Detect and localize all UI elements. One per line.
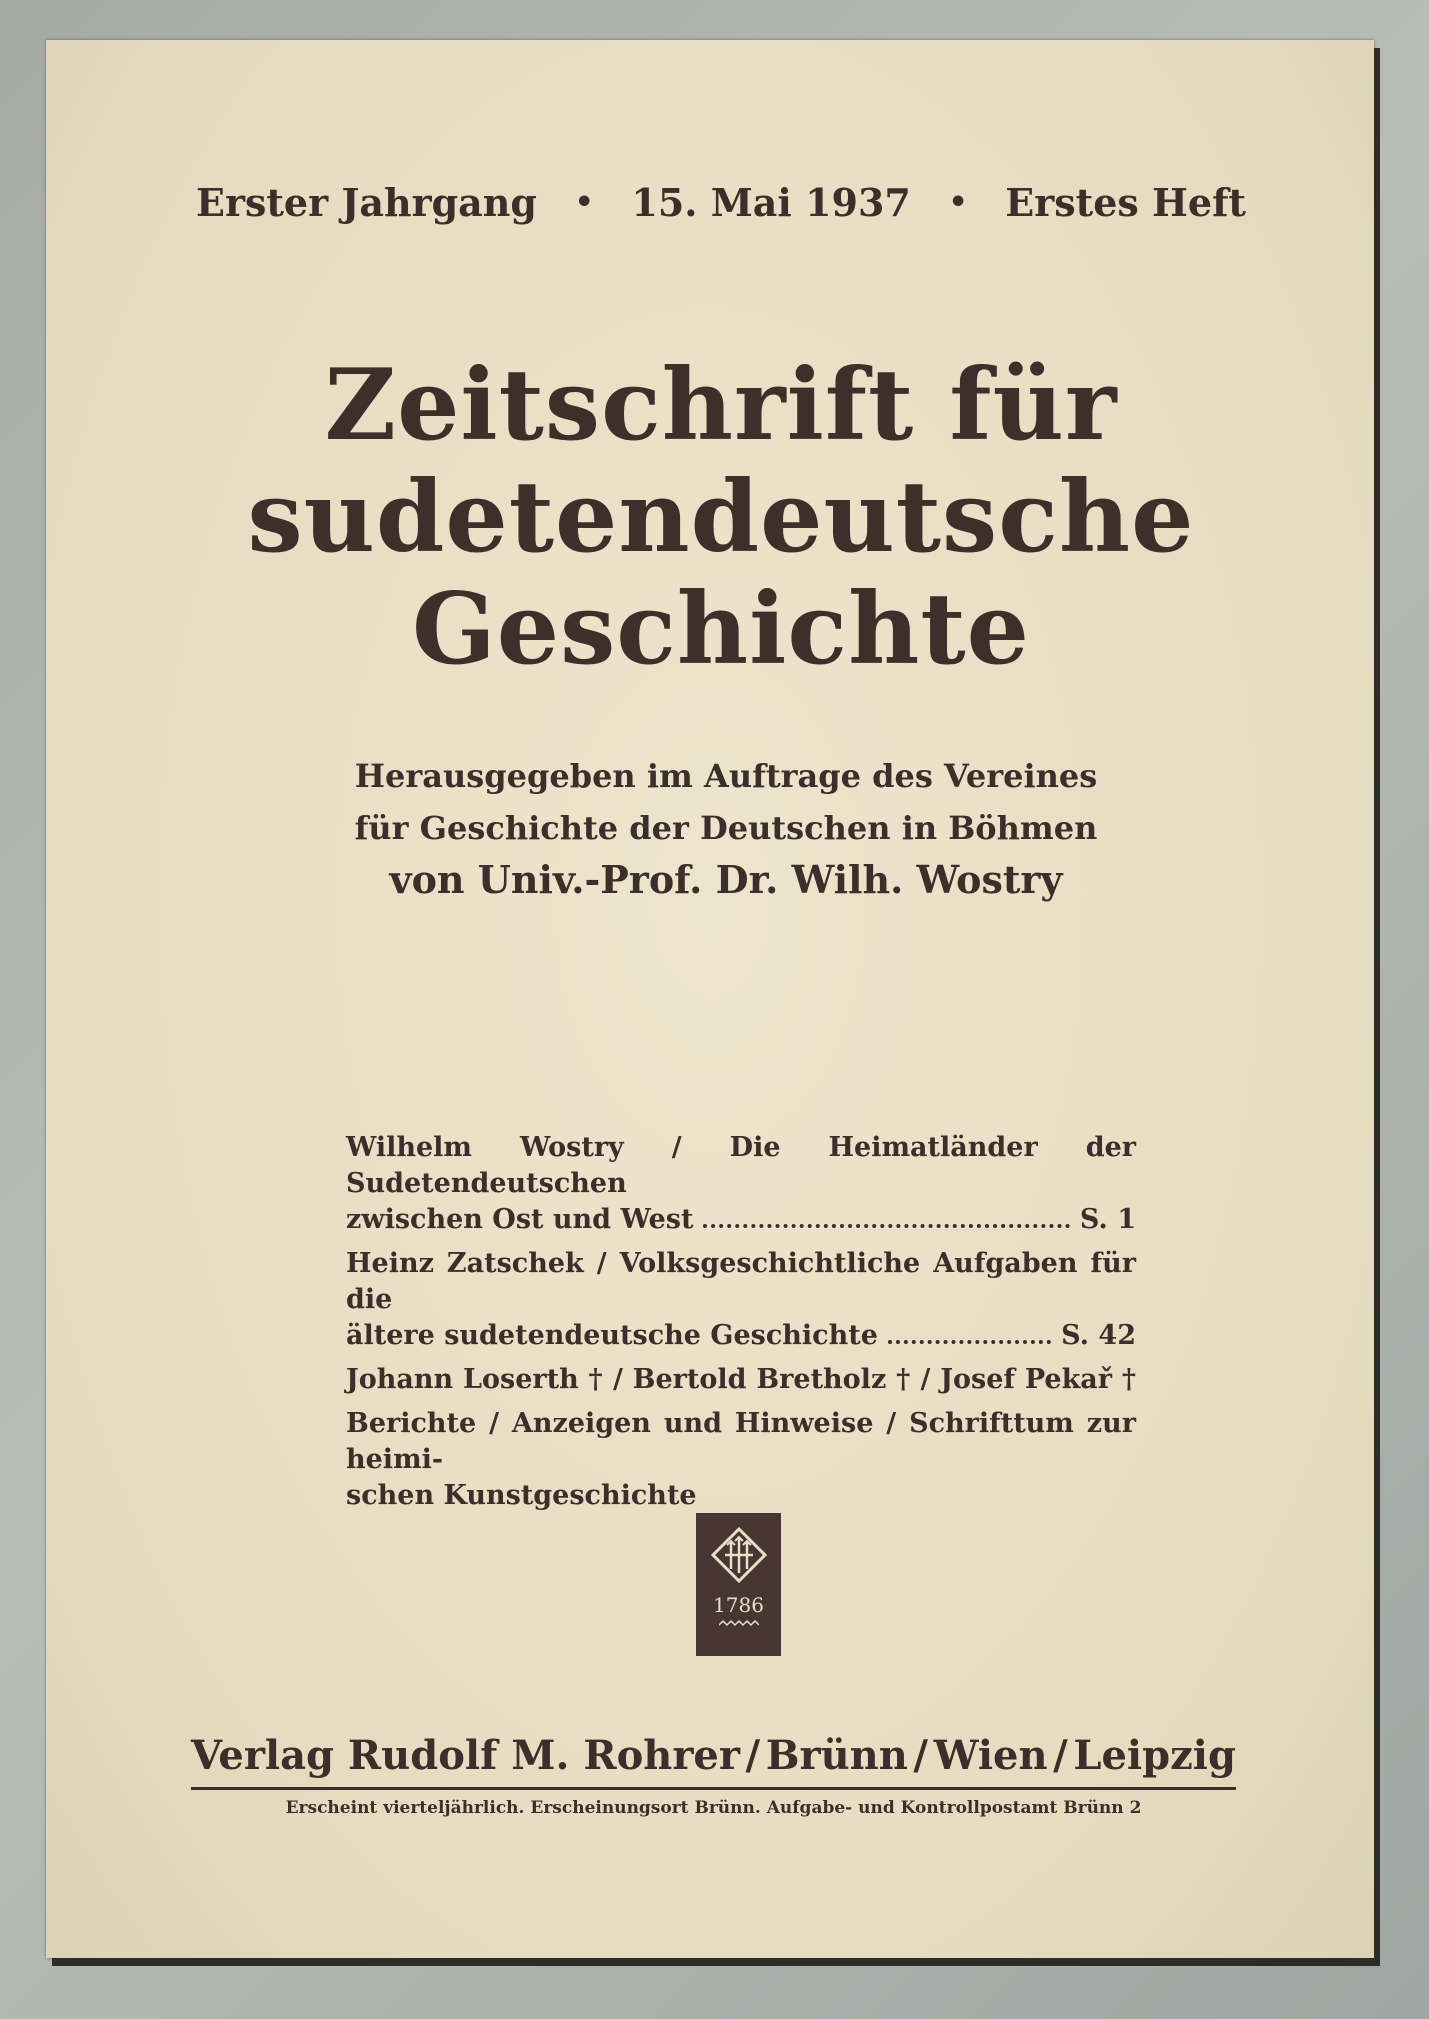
logo-year: 1786 [713,1593,764,1617]
table-of-contents [346,1130,1136,1522]
journal-cover [46,40,1374,1958]
publisher-city: Wien [933,1732,1048,1779]
dot-leader [703,1202,1069,1228]
publisher-city: Leipzig [1073,1732,1236,1779]
publisher-logo [696,1513,781,1656]
title-line-1: Zeitschrift für [324,348,1118,463]
issue-header [196,180,1246,225]
toc-entry-title: Johann Loserth † / Bertold Bretholz † / Josef Pekař † [346,1364,1136,1395]
editor-line-2: für Geschichte der Deutschen in Böhmen [354,809,1098,847]
editor-line-3: von Univ.-Prof. Dr. Wilh. Wostry [389,857,1063,902]
volume-label: Erster Jahrgang [196,180,537,225]
toc-entry-title: Berichte / Anzeigen und Hinweise / Schrifttum zur heimi- [346,1408,1136,1475]
toc-entry-title: Wilhelm Wostry / Die Heimatländer der Sudetendeutschen [346,1132,1136,1199]
editor-line-1: Herausgegeben im Auftrage des Vereines [354,757,1098,795]
toc-entry-line [346,1318,1136,1354]
toc-entry-subtitle: schen Kunstgeschichte [346,1480,697,1511]
toc-entry [346,1406,1136,1514]
publisher-city: Brünn [765,1732,908,1779]
toc-entry-title: Heinz Zatschek / Volksgeschichtliche Aufgaben für die [346,1248,1136,1315]
separator-dot: • [574,185,594,220]
toc-entry-line [346,1202,1136,1238]
dot-leader [888,1318,1051,1344]
toc-entry-subtitle: ältere sudetendeutsche Geschichte [346,1320,878,1351]
separator-slash: / [745,1732,761,1779]
separator-dot: • [948,185,968,220]
separator-slash: / [913,1732,929,1779]
publisher-line [191,1732,1236,1790]
emblem-icon [711,1527,767,1583]
toc-page-number: S. 42 [1061,1320,1136,1351]
wave-ornament-icon [719,1619,759,1627]
journal-title [166,350,1276,686]
separator-slash: / [1053,1732,1068,1779]
toc-entry [346,1130,1136,1238]
publisher-name: Verlag Rudolf M. Rohrer [191,1732,740,1779]
toc-entry [346,1246,1136,1354]
toc-page-number: S. 1 [1079,1204,1136,1235]
toc-entry [346,1362,1136,1398]
publication-note: Erscheint vierteljährlich. Erscheinungsort Brünn. Aufgabe- und Kontrollpostamt Brünn 2 [285,1798,1142,1818]
toc-entry-subtitle: zwischen Ost und West [346,1204,694,1235]
title-line-2: sudetendeutsche [247,460,1195,575]
editor-statement [226,750,1226,906]
title-line-3: Geschichte [412,572,1030,687]
issue-date: 15. Mai 1937 [631,180,911,225]
issue-number: Erstes Heft [1005,180,1246,225]
